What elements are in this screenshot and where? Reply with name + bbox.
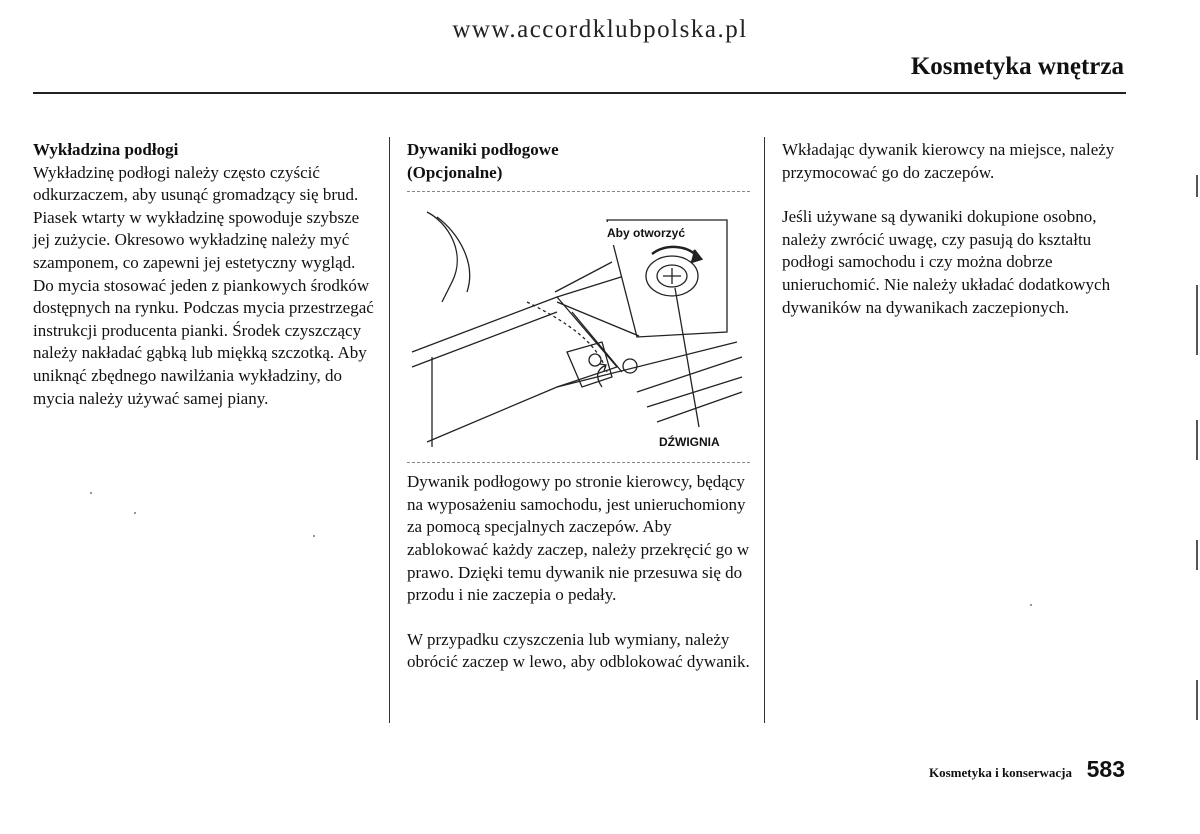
scan-edge-mark — [1196, 680, 1198, 720]
scan-edge-mark — [1196, 285, 1198, 355]
figure-label-open: Aby otworzyć — [605, 222, 687, 245]
floor-mat-anchor-illustration — [407, 191, 750, 463]
scan-edge-mark — [1196, 540, 1198, 570]
floor-carpet-heading: Wykładzina podłogi — [33, 140, 179, 159]
scan-edge-mark — [1196, 175, 1198, 197]
scan-speck — [90, 492, 92, 494]
footer-section-label: Kosmetyka i konserwacja — [929, 765, 1072, 780]
column-divider-right — [764, 137, 765, 723]
floor-mats-text-2: W przypadku czyszczenia lub wymiany, należy obrócić zaczep w lewo, aby odblokować dywanik. — [407, 629, 750, 672]
floor-mats-subheading: (Opcjonalne) — [407, 162, 503, 182]
scan-speck — [313, 535, 315, 537]
page-number: 583 — [1086, 756, 1125, 782]
column-divider-left — [389, 137, 390, 723]
section-title: Kosmetyka wnętrza — [910, 53, 1124, 80]
header-rule — [33, 92, 1126, 94]
scan-edge-mark — [1196, 420, 1198, 460]
figure-label-lever: DŹWIGNIA — [659, 435, 720, 450]
floor-mats-text-1: Dywanik podłogowy po stronie kierowcy, będący na wyposażeniu samochodu, jest unieruchomiony za pomocą specjalnych zaczepów. Aby zablokować każdy zaczep, należy przekręcić go w prawo. Dzięki temu dywanik nie przesuwa się do przodu i nie zaczepia o pedały. — [407, 472, 750, 605]
mat-fitting-text-1: Wkładając dywanik kierowcy na miejsce, należy przymocować go do zaczepów. — [782, 140, 1115, 182]
column-floor-mats — [407, 139, 752, 674]
column-mat-fitting — [782, 139, 1132, 319]
scan-speck — [1030, 604, 1032, 606]
mat-fitting-text-2: Jeśli używane są dywaniki dokupione osobno, należy zwrócić uwagę, czy pasują do kształtu podłogi samochodu i czy można dobrze unieruchomić. Nie należy układać dodatkowych dywaników na dywanikach zaczepionych. — [782, 207, 1111, 317]
floor-carpet-text: Wykładzinę podłogi należy często czyścić odkurzaczem, aby usunąć gromadzący się brud. Piasek wtarty w wykładzinę spowoduje szybsze jej zużycie. Okresowo wykładzinę należy myć szamponem, co zapewni jej estetyczny wygląd. Do mycia stosować jeden z piankowych środków dostępnych na rynku. Podczas mycia przestrzegać instrukcji producenta pianki. Środek czyszczący należy nakładać gąbką lub miękką szczotką. Aby uniknąć zbędnego nawilżania wykładziny, do mycia należy używać samej piany. — [33, 162, 374, 408]
floor-mats-heading: Dywaniki podłogowe — [407, 140, 559, 159]
column-floor-carpet — [33, 139, 378, 410]
floor-mat-diagram — [407, 192, 750, 462]
site-url: www.accordklubpolska.pl — [452, 16, 748, 43]
scan-speck — [134, 512, 136, 514]
